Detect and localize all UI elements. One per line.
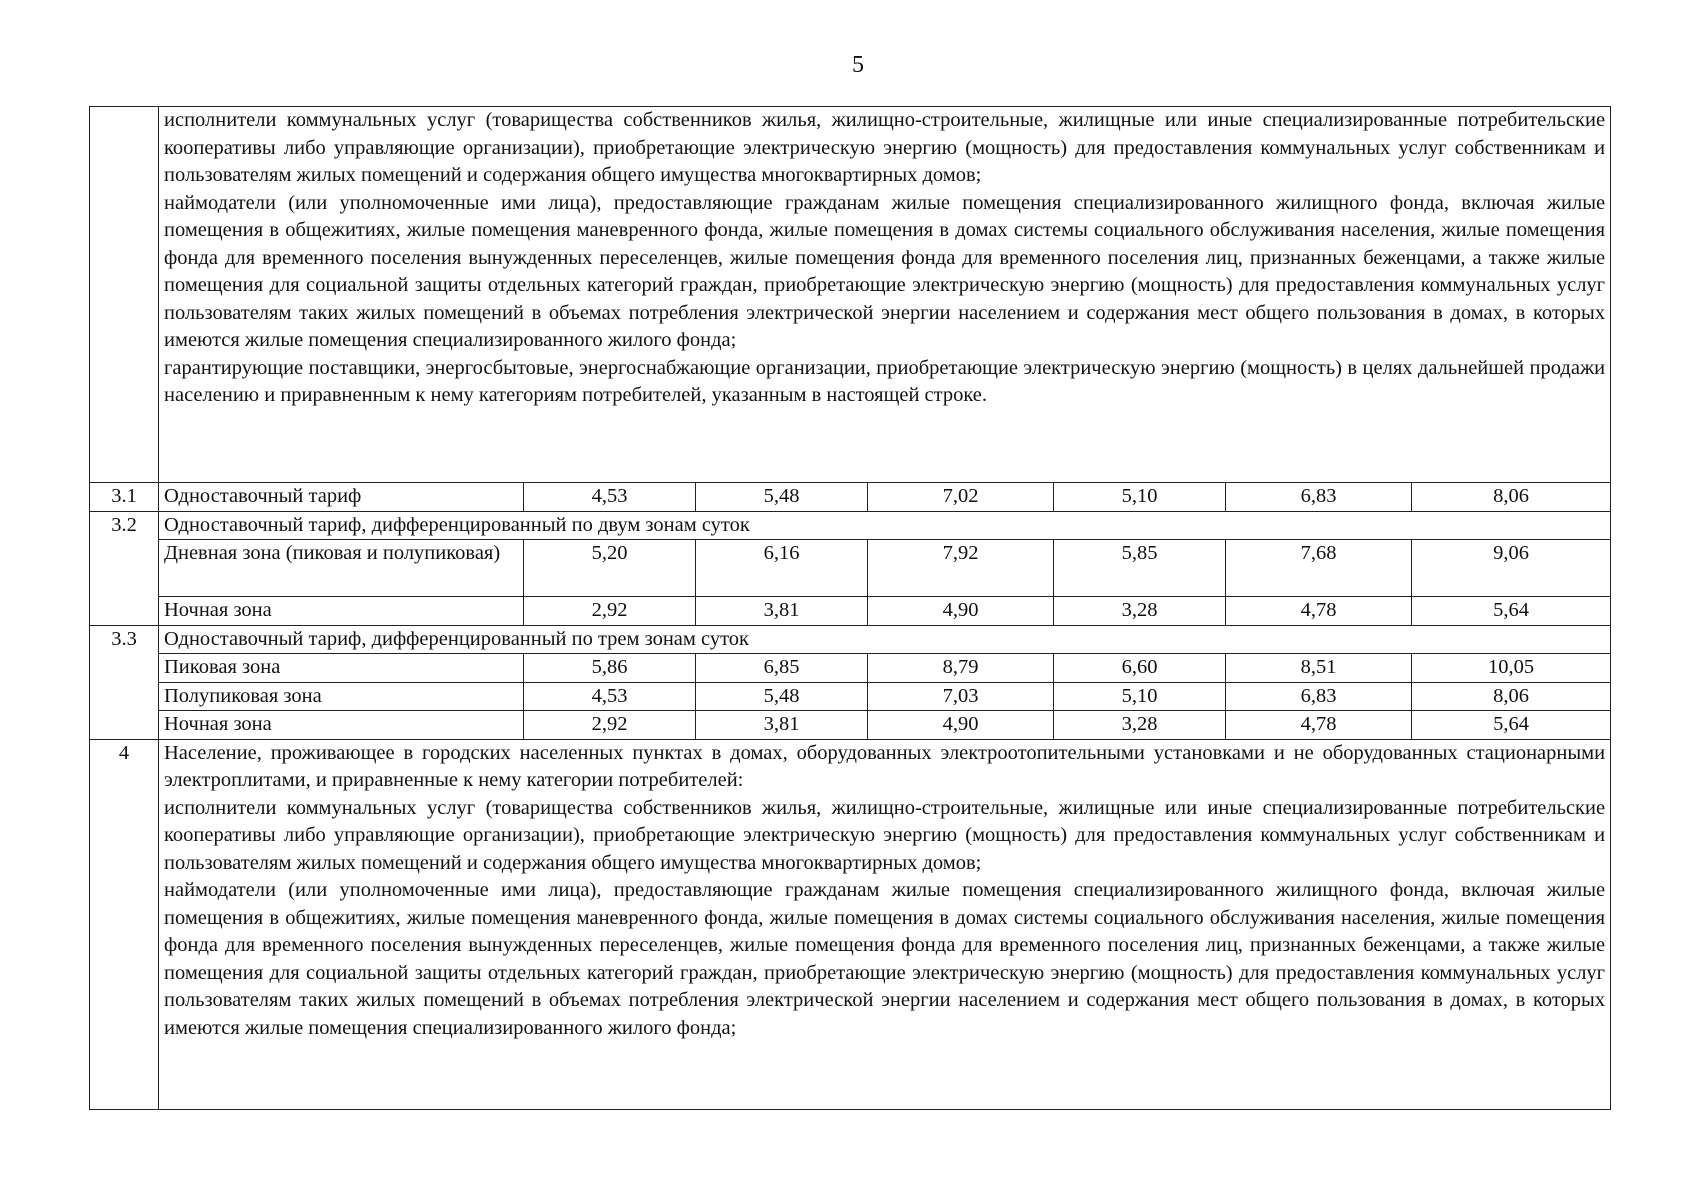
- table-row: [90, 682, 1611, 711]
- value-cell: 9,06: [1412, 540, 1611, 597]
- value-cell: 5,64: [1412, 711, 1611, 740]
- tariff-label-cell: Одноставочный тариф: [159, 483, 524, 512]
- value-cell: 2,92: [524, 711, 696, 740]
- value-cell: 8,06: [1412, 682, 1611, 711]
- tariff-table: [89, 106, 1611, 1110]
- tariff-label-cell: Ночная зона: [159, 597, 524, 626]
- value-cell: 4,53: [524, 483, 696, 512]
- section-title-cell: Одноставочный тариф, дифференцированный по трем зонам суток: [159, 625, 1611, 654]
- table-row: [90, 597, 1611, 626]
- table-row: [90, 483, 1611, 512]
- value-cell: 5,10: [1054, 483, 1226, 512]
- tariff-label-cell: Полупиковая зона: [159, 682, 524, 711]
- value-cell: 8,06: [1412, 483, 1611, 512]
- tariff-label-cell: Дневная зона (пиковая и полупиковая): [159, 540, 524, 597]
- value-cell: 5,48: [696, 682, 868, 711]
- value-cell: 7,68: [1226, 540, 1412, 597]
- value-cell: 8,79: [868, 654, 1054, 683]
- category-text-cell: [159, 739, 1611, 1109]
- table-row: [90, 511, 1611, 540]
- row-number-cell: 3.2: [90, 511, 159, 625]
- paragraph: исполнители коммунальных услуг (товарищества собственников жилья, жилищно-строительные, жилищные или иные специализированные потребительские кооперативы либо управляющие организации), приобретающие электрическую энергию (мощность) для предоставления коммунальных услуг собственникам и пользователям жилых помещений и содержания общего имущества многоквартирных домов;: [164, 796, 1606, 874]
- table-row: [90, 739, 1611, 1109]
- value-cell: 5,48: [696, 483, 868, 512]
- value-cell: 10,05: [1412, 654, 1611, 683]
- page-number: 5: [852, 52, 864, 78]
- value-cell: 2,92: [524, 597, 696, 626]
- value-cell: 6,83: [1226, 682, 1412, 711]
- value-cell: 5,20: [524, 540, 696, 597]
- continuation-text-cell: [159, 107, 1611, 483]
- section-title-cell: Одноставочный тариф, дифференцированный по двум зонам суток: [159, 511, 1611, 540]
- value-cell: 4,90: [868, 597, 1054, 626]
- value-cell: 6,60: [1054, 654, 1226, 683]
- value-cell: 3,28: [1054, 597, 1226, 626]
- paragraph: Население, проживающее в городских населенных пунктах в домах, оборудованных электроотопительными установками и не оборудованных стационарными электроплитами, и приравненные к нему категории потребителей:: [164, 741, 1606, 791]
- value-cell: 8,51: [1226, 654, 1412, 683]
- paragraph: наймодатели (или уполномоченные ими лица), предоставляющие гражданам жилые помещения специализированного жилищного фонда, включая жилые помещения в общежитиях, жилые помещения маневренного фонда, жилые помещения в домах системы социального обслуживания населения, жилые помещения фонда для временного поселения вынужденных переселенцев, жилые помещения фонда для временного поселения лиц, признанных беженцами, а также жилые помещения для социальной защиты отдельных категорий граждан, приобретающие электрическую энергию (мощность) для предоставления коммунальных услуг пользователям таких жилых помещений в объемах потребления электрической энергии населением и содержания мест общего пользования в домах, в которых имеются жилые помещения специализированного жилого фонда;: [164, 191, 1606, 351]
- value-cell: 5,86: [524, 654, 696, 683]
- value-cell: 3,81: [696, 711, 868, 740]
- value-cell: 7,02: [868, 483, 1054, 512]
- table-row: [90, 711, 1611, 740]
- paragraph: гарантирующие поставщики, энергосбытовые, энергоснабжающие организации, приобретающие электрическую энергию (мощность) в целях дальнейшей продажи населению и приравненным к нему категориям потребителей, указанным в настоящей строке.: [164, 356, 1606, 406]
- value-cell: 6,83: [1226, 483, 1412, 512]
- value-cell: 5,85: [1054, 540, 1226, 597]
- paragraph: наймодатели (или уполномоченные ими лица), предоставляющие гражданам жилые помещения специализированного жилищного фонда, включая жилые помещения в общежитиях, жилые помещения маневренного фонда, жилые помещения в домах системы социального обслуживания населения, жилые помещения фонда для временного поселения вынужденных переселенцев, жилые помещения фонда для временного поселения лиц, признанных беженцами, а также жилые помещения для социальной защиты отдельных категорий граждан, приобретающие электрическую энергию (мощность) для предоставления коммунальных услуг пользователям таких жилых помещений в объемах потребления электрической энергии населением и содержания мест общего пользования в домах, в которых имеются жилые помещения специализированного жилого фонда;: [164, 879, 1606, 1039]
- tariff-label-cell: Ночная зона: [159, 711, 524, 740]
- table-row: [90, 654, 1611, 683]
- table-row: [90, 625, 1611, 654]
- paragraph: исполнители коммунальных услуг (товарищества собственников жилья, жилищно-строительные, жилищные или иные специализированные потребительские кооперативы либо управляющие организации), приобретающие электрическую энергию (мощность) для предоставления коммунальных услуг собственникам и пользователям жилых помещений и содержания общего имущества многоквартирных домов;: [164, 109, 1606, 186]
- table-row: [90, 540, 1611, 597]
- row-number-cell: [90, 107, 159, 483]
- row-number-cell: 3.1: [90, 483, 159, 512]
- value-cell: 5,64: [1412, 597, 1611, 626]
- value-cell: 5,10: [1054, 682, 1226, 711]
- value-cell: 3,28: [1054, 711, 1226, 740]
- value-cell: 7,03: [868, 682, 1054, 711]
- row-number-cell: 4: [90, 739, 159, 1109]
- value-cell: 4,78: [1226, 711, 1412, 740]
- value-cell: 4,53: [524, 682, 696, 711]
- value-cell: 4,78: [1226, 597, 1412, 626]
- tariff-label-cell: Пиковая зона: [159, 654, 524, 683]
- value-cell: 7,92: [868, 540, 1054, 597]
- value-cell: 3,81: [696, 597, 868, 626]
- row-number-cell: 3.3: [90, 625, 159, 739]
- table-row: [90, 107, 1611, 483]
- value-cell: 4,90: [868, 711, 1054, 740]
- value-cell: 6,85: [696, 654, 868, 683]
- value-cell: 6,16: [696, 540, 868, 597]
